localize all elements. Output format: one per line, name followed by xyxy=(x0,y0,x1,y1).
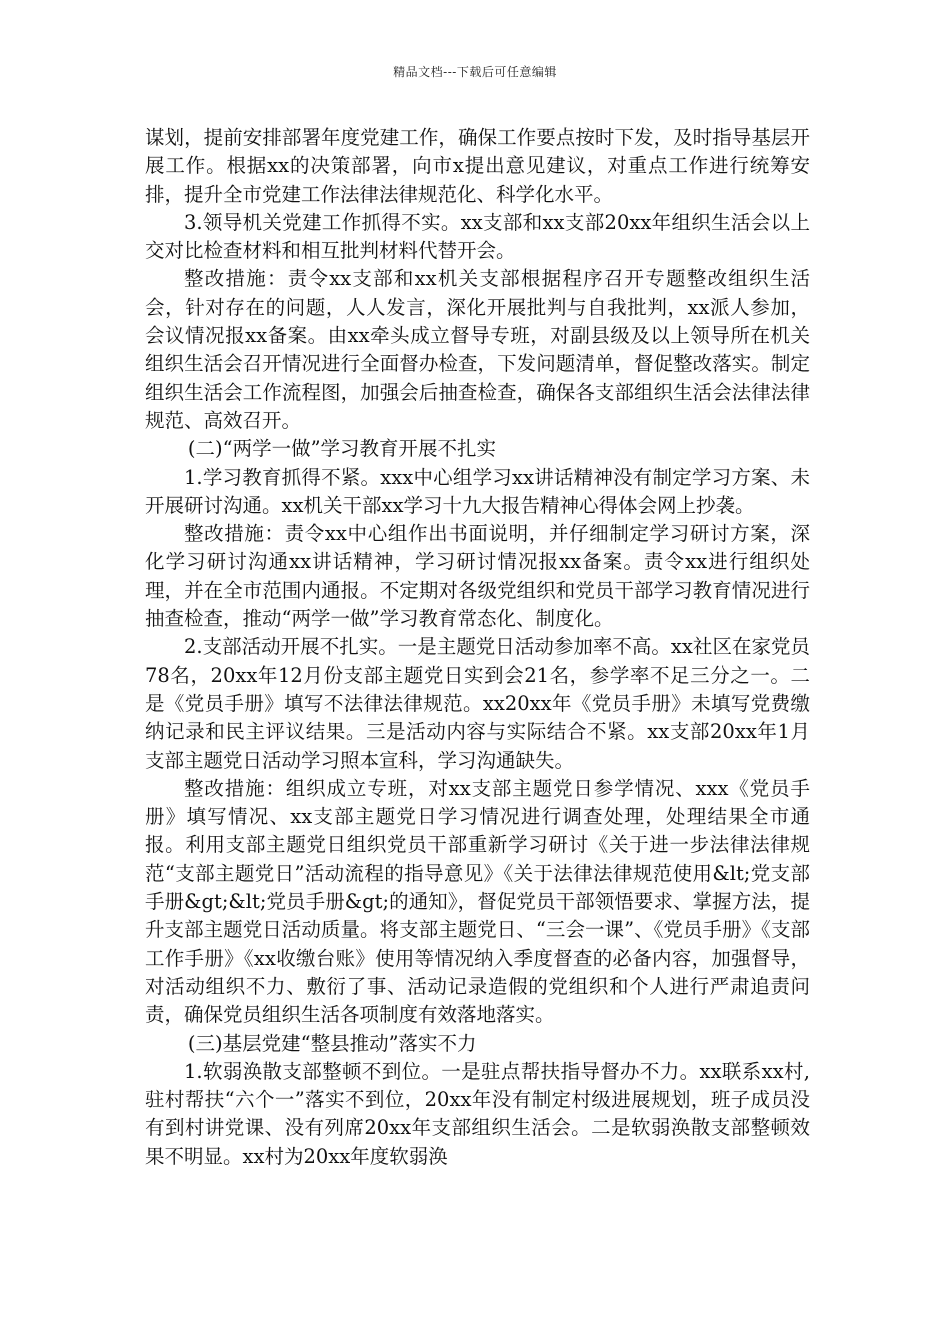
paragraph-item-1: 1.软弱涣散支部整顿不到位。一是驻点帮扶指导督办不力。xx联系xx村,驻村帮扶“六个一”落实不到位，20xx年没有制定村级进展规划，班子成员没有到村讲党课、没有列席20xx年支部组织生活会。二是软弱涣散支部整顿效果不明显。xx村为20xx年度软弱涣 xyxy=(145,1059,810,1168)
page-header: 精品文档---下载后可任意编辑 xyxy=(393,65,557,79)
paragraph-item-3: 3.领导机关党建工作抓得不实。xx支部和xx支部20xx年组织生活会以上交对比检查材料和相互批判材料代替开会。 xyxy=(145,210,810,263)
section-heading-2: (二)“两学一做”学习教育开展不扎实 xyxy=(187,437,497,461)
paragraph-rectification-measures: 整改措施：责令xx支部和xx机关支部根据程序召开专题整改组织生活会，针对存在的问题，人人发言，深化开展批判与自我批判，xx派人参加，会议情况报xx备案。由xx牵头成立督导专班，对副县级及以上领导所在机关组织生活会召开情况进行全面督办检查，下发问题清单，督促整改落实。制定组织生活会工作流程图，加强会后抽查检查，确保各支部组织生活会法律法律规范、高效召开。 xyxy=(145,267,810,432)
paragraph-rectification-measures: 整改措施：组织成立专班，对xx支部主题党日参学情况、xxx《党员手册》填写情况、xx支部主题党日学习情况进行调查处理，处理结果全市通报。利用支部主题党日组织党员干部重新学习研讨《关于进一步法律法律规范“支部主题党日”活动流程的指导意见》《关于法律法律规范使用&lt;党支部手册&gt;&lt;党员手册&gt;的通知》，督促党员干部领悟要求、掌握方法，提升支部主题党日活动质量。将支部主题党日、“三会一课”、《党员手册》《支部工作手册》《xx收缴台账》使用等情况纳入季度督查的必备内容，加强督导，对活动组织不力、敷衍了事、活动记录造假的党组织和个人进行严肃追责问责，确保党员组织生活各项制度有效落地落实。 xyxy=(145,776,810,1027)
paragraph-item-1: 1.学习教育抓得不紧。xxx中心组学习xx讲话精神没有制定学习方案、未开展研讨沟通。xx机关干部xx学习十九大报告精神心得体会网上抄袭。 xyxy=(145,465,810,517)
section-heading-3: (三)基层党建“整县推动”落实不力 xyxy=(187,1031,477,1055)
paragraph-item-2: 2.支部活动开展不扎实。一是主题党日活动参加率不高。xx社区在家党员78名，20xx年12月份支部主题党日实到会21名，参学率不足三分之一。二是《党员手册》填写不法律法律规范。xx20xx年《党员手册》未填写党费缴纳记录和民主评议结果。三是活动内容与实际结合不紧。xx支部20xx年1月支部主题党日活动学习照本宣科，学习沟通缺失。 xyxy=(145,635,810,772)
paragraph-rectification-measures: 整改措施：责令xx中心组作出书面说明，并仔细制定学习研讨方案，深化学习研讨沟通xx讲话精神，学习研讨情况报xx备案。责令xx进行组织处理，并在全市范围内通报。不定期对各级党组织和党员干部学习教育情况进行抽查检查，推动“两学一做”学习教育常态化、制度化。 xyxy=(145,522,810,631)
document-body xyxy=(145,124,810,1171)
paragraph-continuation: 谋划，提前安排部署年度党建工作，确保工作要点按时下发，及时指导基层开展工作。根据xx的决策部署，向市x提出意见建议，对重点工作进行统筹安排，提升全市党建工作法律法律规范化、科学化水平。 xyxy=(145,126,810,206)
